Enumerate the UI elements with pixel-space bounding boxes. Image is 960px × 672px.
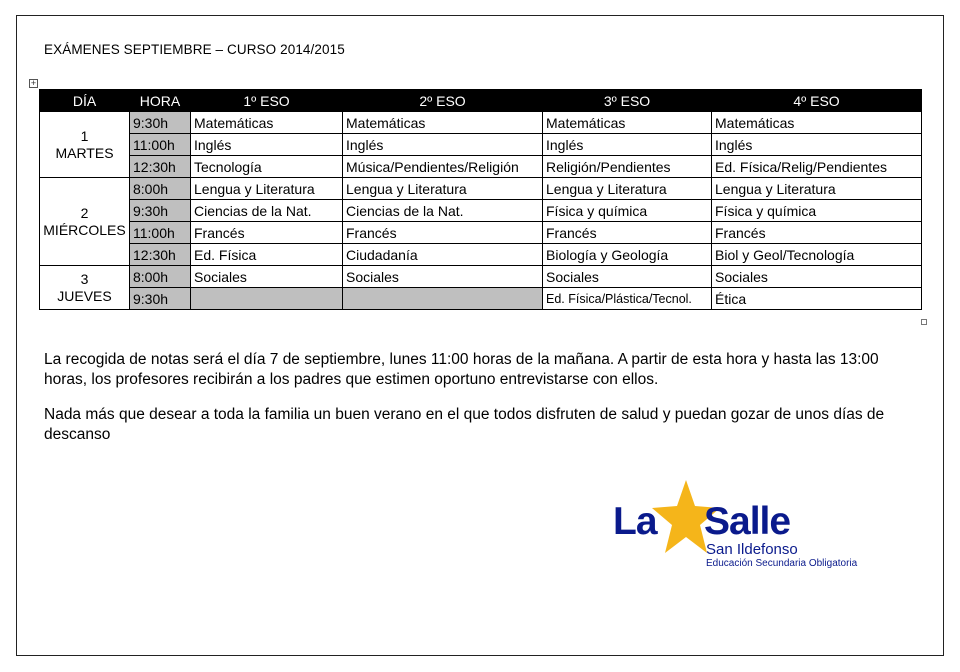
exam-cell: Inglés	[712, 134, 922, 156]
header-4eso: 4º ESO	[712, 90, 922, 112]
table-header-row	[40, 90, 922, 112]
exam-cell: Inglés	[343, 134, 543, 156]
table-move-handle-icon[interactable]: +	[30, 78, 37, 88]
exam-cell: Inglés	[191, 134, 343, 156]
table-row	[40, 112, 922, 134]
la-salle-logo	[612, 478, 882, 573]
day-cell-jueves	[40, 266, 130, 310]
exam-cell[interactable]: Ciencias de la Nat.	[343, 200, 543, 222]
exam-cell: Ed. Física/Plástica/Tecnol.	[543, 288, 712, 310]
exam-cell: Lengua y Literatura	[343, 178, 543, 200]
logo-la-text: La	[613, 500, 657, 543]
exam-schedule-table	[39, 89, 922, 310]
day-name: JUEVES	[57, 287, 112, 304]
table-row	[40, 156, 922, 178]
exam-cell: Francés	[191, 222, 343, 244]
exam-cell: Física y química	[712, 200, 922, 222]
header-hora: HORA	[130, 90, 191, 112]
hora-cell: 9:30h	[130, 200, 191, 222]
table-row	[40, 178, 922, 200]
logo-subtitle-2: Educación Secundaria Obligatoria	[706, 558, 858, 569]
table-row	[40, 222, 922, 244]
exam-cell-empty	[191, 288, 343, 310]
exam-cell: Religión/Pendientes	[543, 156, 712, 178]
hora-cell: 12:30h	[130, 244, 191, 266]
table-resize-handle[interactable]	[921, 319, 927, 325]
hora-cell: 8:00h	[130, 266, 191, 288]
hora-cell: 9:30h	[130, 288, 191, 310]
exam-cell: Sociales	[712, 266, 922, 288]
logo-salle-text: Salle	[704, 500, 791, 543]
day-number: 1	[80, 127, 89, 144]
day-number: 3	[80, 270, 89, 287]
hora-cell: 8:00h	[130, 178, 191, 200]
exam-cell: Tecnología	[191, 156, 343, 178]
notes-paragraph: La recogida de notas será el día 7 de septiembre, lunes 11:00 horas de la mañana. A partir de esta hora y hasta las 13:00 horas, los profesores recibirán a los padres que estimen oportuno entrevistarse con ellos.	[44, 351, 879, 388]
exam-cell: Lengua y Literatura	[191, 178, 343, 200]
day-name: MIÉRCOLES	[43, 221, 126, 238]
table-row	[40, 244, 922, 266]
exam-cell: Ciudadanía	[343, 244, 543, 266]
header-1eso: 1º ESO	[191, 90, 343, 112]
table-row	[40, 134, 922, 156]
exam-cell: Ed. Física/Relig/Pendientes	[712, 156, 922, 178]
exam-cell: Matemáticas	[543, 112, 712, 134]
header-3eso: 3º ESO	[543, 90, 712, 112]
day-number: 2	[80, 204, 89, 221]
exam-cell: Física y química	[543, 200, 712, 222]
exam-cell: Biología y Geología	[543, 244, 712, 266]
table-row	[40, 288, 922, 310]
exam-cell: Lengua y Literatura	[712, 178, 922, 200]
exam-cell: Música/Pendientes/Religión	[343, 156, 543, 178]
hora-cell: 12:30h	[130, 156, 191, 178]
header-2eso: 2º ESO	[343, 90, 543, 112]
exam-cell: Biol y Geol/Tecnología	[712, 244, 922, 266]
exam-cell: Ciencias de la Nat.	[191, 200, 343, 222]
table-row	[40, 200, 922, 222]
document-title: EXÁMENES SEPTIEMBRE – CURSO 2014/2015	[44, 42, 345, 57]
farewell-paragraph: Nada más que desear a toda la familia un buen verano en el que todos disfruten de salud y puedan gozar de unos días de descanso	[44, 406, 885, 443]
day-name: MARTES	[55, 144, 114, 161]
exam-cell: Sociales	[343, 266, 543, 288]
exam-cell-empty	[343, 288, 543, 310]
hora-cell: 11:00h	[130, 134, 191, 156]
exam-cell: Sociales	[191, 266, 343, 288]
exam-cell: Francés	[543, 222, 712, 244]
exam-cell: Matemáticas	[191, 112, 343, 134]
table-row	[40, 266, 922, 288]
hora-cell: 11:00h	[130, 222, 191, 244]
header-dia: DÍA	[40, 90, 130, 112]
exam-cell: Lengua y Literatura	[543, 178, 712, 200]
exam-cell: Sociales	[543, 266, 712, 288]
exam-cell: Matemáticas	[343, 112, 543, 134]
hora-cell: 9:30h	[130, 112, 191, 134]
day-cell-miercoles	[40, 178, 130, 266]
exam-cell: Ética	[712, 288, 922, 310]
exam-cell: Francés	[343, 222, 543, 244]
logo-subtitle: San Ildefonso	[706, 541, 798, 558]
day-cell-martes	[40, 112, 130, 178]
exam-cell: Matemáticas	[712, 112, 922, 134]
exam-cell: Francés	[712, 222, 922, 244]
exam-cell: Ed. Física	[191, 244, 343, 266]
exam-cell: Inglés	[543, 134, 712, 156]
